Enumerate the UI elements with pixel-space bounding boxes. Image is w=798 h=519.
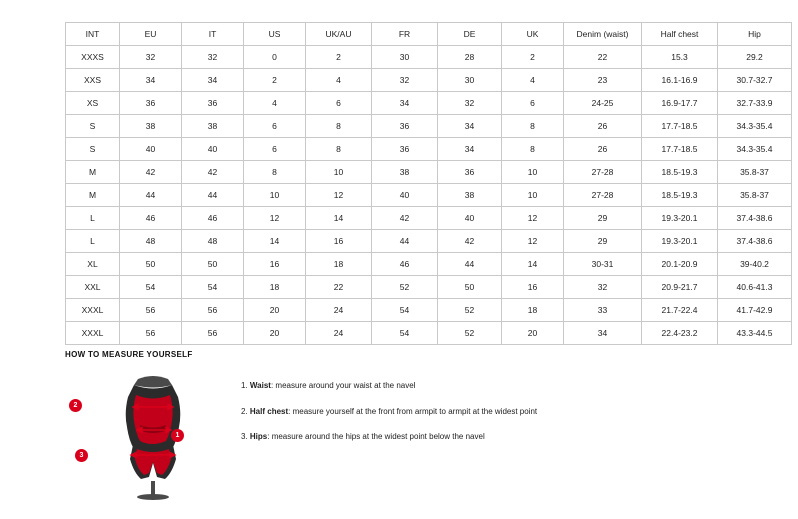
table-column-header: Denim (waist) <box>564 23 642 46</box>
table-cell: 44 <box>438 253 502 276</box>
table-cell: 12 <box>502 230 564 253</box>
table-cell: 50 <box>438 276 502 299</box>
table-cell: 0 <box>244 46 306 69</box>
table-cell: 42 <box>120 161 182 184</box>
table-cell: 24-25 <box>564 92 642 115</box>
table-cell: XL <box>66 253 120 276</box>
table-cell: 10 <box>306 161 372 184</box>
table-cell: 26 <box>564 138 642 161</box>
table-cell: 20 <box>502 322 564 345</box>
table-cell: 44 <box>182 184 244 207</box>
table-cell: 2 <box>244 69 306 92</box>
table-cell: 42 <box>438 230 502 253</box>
table-cell: 34 <box>372 92 438 115</box>
table-cell: 36 <box>372 138 438 161</box>
mannequin-icon <box>93 373 213 503</box>
table-cell: 37.4-38.6 <box>718 207 792 230</box>
measure-instruction-number: 3. <box>241 432 250 442</box>
table-row <box>66 138 792 161</box>
table-cell: 38 <box>120 115 182 138</box>
table-cell: 22 <box>306 276 372 299</box>
table-cell: 34 <box>438 138 502 161</box>
table-cell: 28 <box>438 46 502 69</box>
table-cell: 43.3-44.5 <box>718 322 792 345</box>
table-cell: 20.1-20.9 <box>642 253 718 276</box>
table-cell: 40 <box>438 207 502 230</box>
badge-half-chest: 2 <box>69 399 82 412</box>
table-cell: 8 <box>502 115 564 138</box>
table-cell: 52 <box>438 299 502 322</box>
table-head <box>66 23 792 46</box>
table-cell: 40 <box>182 138 244 161</box>
table-cell: 18 <box>502 299 564 322</box>
table-cell: 48 <box>182 230 244 253</box>
table-cell: 36 <box>372 115 438 138</box>
table-cell: 30 <box>372 46 438 69</box>
table-row <box>66 69 792 92</box>
badge-hips: 3 <box>75 449 88 462</box>
table-cell: 33 <box>564 299 642 322</box>
table-cell: 32 <box>438 92 502 115</box>
table-cell: 34 <box>182 69 244 92</box>
table-cell: 32 <box>372 69 438 92</box>
table-cell: 48 <box>120 230 182 253</box>
table-cell: 34.3-35.4 <box>718 115 792 138</box>
table-column-header: EU <box>120 23 182 46</box>
measure-instruction-term: Half chest <box>249 406 289 416</box>
table-cell: 23 <box>564 69 642 92</box>
table-cell: 40 <box>120 138 182 161</box>
table-cell: 8 <box>306 138 372 161</box>
measure-instruction-text: : measure around your waist at the navel <box>270 381 416 390</box>
table-cell: 22 <box>564 46 642 69</box>
table-cell: 6 <box>306 92 372 115</box>
table-cell: 50 <box>120 253 182 276</box>
table-cell: XXS <box>66 69 120 92</box>
table-cell: 20.9-21.7 <box>642 276 718 299</box>
table-cell: 6 <box>244 138 306 161</box>
table-cell: 6 <box>502 92 564 115</box>
table-cell: 44 <box>120 184 182 207</box>
table-cell: 18 <box>244 276 306 299</box>
table-cell: L <box>66 230 120 253</box>
table-cell: 2 <box>502 46 564 69</box>
table-cell: 35.8-37 <box>718 184 792 207</box>
table-cell: 56 <box>182 299 244 322</box>
table-row <box>66 46 792 69</box>
table-cell: XXXS <box>66 46 120 69</box>
table-cell: 14 <box>306 207 372 230</box>
table-cell: 24 <box>306 322 372 345</box>
table-cell: S <box>66 115 120 138</box>
table-column-header: INT <box>66 23 120 46</box>
table-column-header: IT <box>182 23 244 46</box>
table-row <box>66 322 792 345</box>
table-cell: 56 <box>120 322 182 345</box>
table-cell: 16.9-17.7 <box>642 92 718 115</box>
table-cell: 46 <box>372 253 438 276</box>
table-row <box>66 207 792 230</box>
mannequin-figure <box>73 373 213 503</box>
table-cell: XXXL <box>66 322 120 345</box>
table-row <box>66 184 792 207</box>
measure-instruction-text: : measure around the hips at the widest point below the navel <box>267 432 485 442</box>
table-cell: S <box>66 138 120 161</box>
table-cell: 19.3-20.1 <box>642 230 718 253</box>
table-cell: 24 <box>306 299 372 322</box>
table-row <box>66 253 792 276</box>
table-row <box>66 92 792 115</box>
table-column-header: Hip <box>718 23 792 46</box>
table-cell: 41.7-42.9 <box>718 299 792 322</box>
table-row <box>66 161 792 184</box>
measure-instruction <box>241 432 537 442</box>
table-cell: 17.7-18.5 <box>642 138 718 161</box>
table-cell: 39-40.2 <box>718 253 792 276</box>
table-cell: 56 <box>120 299 182 322</box>
table-cell: M <box>66 161 120 184</box>
table-cell: 29 <box>564 230 642 253</box>
table-cell: 42 <box>182 161 244 184</box>
table-cell: 20 <box>244 299 306 322</box>
table-cell: 2 <box>306 46 372 69</box>
table-cell: 32.7-33.9 <box>718 92 792 115</box>
table-cell: 10 <box>502 161 564 184</box>
table-column-header: UK <box>502 23 564 46</box>
table-cell: 36 <box>438 161 502 184</box>
table-cell: XXXL <box>66 299 120 322</box>
size-table-container <box>65 22 773 345</box>
table-cell: 46 <box>182 207 244 230</box>
table-cell: 16 <box>244 253 306 276</box>
table-cell: 8 <box>244 161 306 184</box>
table-cell: 12 <box>306 184 372 207</box>
table-cell: L <box>66 207 120 230</box>
table-cell: 16 <box>502 276 564 299</box>
table-cell: 34 <box>564 322 642 345</box>
table-cell: 12 <box>244 207 306 230</box>
table-cell: 46 <box>120 207 182 230</box>
table-cell: 54 <box>120 276 182 299</box>
how-to-measure-body <box>65 373 765 503</box>
table-cell: 32 <box>564 276 642 299</box>
table-cell: 29.2 <box>718 46 792 69</box>
table-cell: 36 <box>120 92 182 115</box>
table-cell: 54 <box>372 322 438 345</box>
measure-instruction-term: Waist <box>249 381 271 390</box>
table-cell: 21.7-22.4 <box>642 299 718 322</box>
how-to-measure-section <box>65 350 765 503</box>
table-body <box>66 46 792 345</box>
table-cell: 52 <box>438 322 502 345</box>
table-cell: 4 <box>244 92 306 115</box>
table-cell: 15.3 <box>642 46 718 69</box>
badge-waist: 1 <box>171 429 184 442</box>
table-cell: 19.3-20.1 <box>642 207 718 230</box>
table-cell: 12 <box>502 207 564 230</box>
measure-instruction-text: : measure yourself at the front from armpit to armpit at the widest point <box>288 406 538 416</box>
table-cell: 14 <box>502 253 564 276</box>
table-cell: 27-28 <box>564 161 642 184</box>
table-cell: 17.7-18.5 <box>642 115 718 138</box>
table-cell: 18.5-19.3 <box>642 184 718 207</box>
table-cell: 38 <box>438 184 502 207</box>
table-row <box>66 230 792 253</box>
measure-instruction-number: 2. <box>241 406 250 416</box>
table-cell: 40 <box>372 184 438 207</box>
table-column-header: FR <box>372 23 438 46</box>
table-cell: 36 <box>182 92 244 115</box>
size-table <box>65 22 792 345</box>
table-cell: 14 <box>244 230 306 253</box>
table-cell: 20 <box>244 322 306 345</box>
table-row <box>66 276 792 299</box>
table-column-header: DE <box>438 23 502 46</box>
table-cell: 32 <box>120 46 182 69</box>
measure-instructions-list <box>241 373 537 458</box>
measure-instruction <box>241 381 537 391</box>
table-cell: 22.4-23.2 <box>642 322 718 345</box>
table-cell: 34.3-35.4 <box>718 138 792 161</box>
table-cell: 50 <box>182 253 244 276</box>
table-column-header: UK/AU <box>306 23 372 46</box>
measure-instruction-number: 1. <box>241 381 250 390</box>
table-cell: 54 <box>182 276 244 299</box>
table-cell: 4 <box>306 69 372 92</box>
table-row <box>66 115 792 138</box>
table-cell: 34 <box>438 115 502 138</box>
table-cell: 32 <box>182 46 244 69</box>
table-cell: 8 <box>306 115 372 138</box>
how-to-measure-title: HOW TO MEASURE YOURSELF <box>65 350 193 359</box>
table-cell: 40.6-41.3 <box>718 276 792 299</box>
table-cell: 26 <box>564 115 642 138</box>
table-header-row <box>66 23 792 46</box>
table-cell: 30.7-32.7 <box>718 69 792 92</box>
table-cell: 38 <box>372 161 438 184</box>
measure-instruction-term: Hips <box>249 432 268 442</box>
measure-instruction <box>241 407 537 417</box>
table-cell: 29 <box>564 207 642 230</box>
table-cell: 27-28 <box>564 184 642 207</box>
table-cell: 42 <box>372 207 438 230</box>
table-cell: 8 <box>502 138 564 161</box>
table-cell: M <box>66 184 120 207</box>
table-cell: 16.1-16.9 <box>642 69 718 92</box>
table-cell: 52 <box>372 276 438 299</box>
table-cell: 4 <box>502 69 564 92</box>
table-cell: 54 <box>372 299 438 322</box>
table-column-header: Half chest <box>642 23 718 46</box>
table-cell: 16 <box>306 230 372 253</box>
table-cell: 44 <box>372 230 438 253</box>
table-cell: 35.8-37 <box>718 161 792 184</box>
table-cell: 18 <box>306 253 372 276</box>
table-cell: 10 <box>502 184 564 207</box>
table-cell: 38 <box>182 115 244 138</box>
table-cell: 30 <box>438 69 502 92</box>
table-cell: 18.5-19.3 <box>642 161 718 184</box>
table-cell: 37.4-38.6 <box>718 230 792 253</box>
table-row <box>66 299 792 322</box>
table-cell: 6 <box>244 115 306 138</box>
table-cell: XXL <box>66 276 120 299</box>
table-column-header: US <box>244 23 306 46</box>
table-cell: 56 <box>182 322 244 345</box>
table-cell: XS <box>66 92 120 115</box>
table-cell: 34 <box>120 69 182 92</box>
table-cell: 30-31 <box>564 253 642 276</box>
table-cell: 10 <box>244 184 306 207</box>
